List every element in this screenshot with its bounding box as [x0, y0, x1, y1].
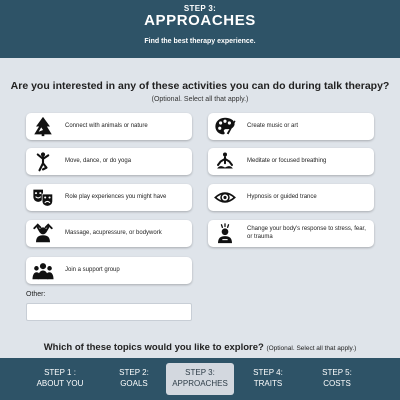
- activity-option-dance[interactable]: [26, 148, 192, 175]
- art-palette-icon: [214, 116, 236, 137]
- page-subtitle: Find the best therapy experience.: [144, 38, 256, 45]
- nav-step-title: APPROACHES: [172, 379, 228, 388]
- activity-label: Move, dance, or do yoga: [65, 157, 132, 164]
- theater-masks-icon: [32, 187, 54, 208]
- nav-step-number: STEP 3:: [185, 368, 215, 378]
- activity-label: Connect with animals or nature: [65, 122, 148, 129]
- activity-option-hypnosis[interactable]: [208, 184, 374, 211]
- activity-label: Role play experiences you might have: [65, 193, 167, 200]
- nav-step-number: STEP 2:: [119, 368, 149, 378]
- nature-icon: [32, 116, 54, 137]
- massage-icon: [32, 223, 54, 244]
- activity-option-stress-response[interactable]: [208, 220, 374, 247]
- nav-step-approaches[interactable]: [166, 363, 234, 395]
- dance-icon: [32, 151, 54, 172]
- activity-option-massage[interactable]: [26, 220, 192, 247]
- nav-step-title: TRAITS: [253, 379, 283, 388]
- nav-step-costs[interactable]: [306, 358, 368, 400]
- activity-label: Create music or art: [247, 122, 299, 129]
- eye-icon: [214, 187, 236, 208]
- nav-step-traits[interactable]: [237, 358, 299, 400]
- topics-question-note: (Optional. Select all that apply.): [266, 345, 357, 352]
- activity-option-nature[interactable]: [26, 113, 192, 140]
- activity-option-role-play[interactable]: [26, 184, 192, 211]
- activity-label: Massage, acupressure, or bodywork: [65, 229, 162, 236]
- nav-step-goals[interactable]: [104, 358, 164, 400]
- other-label: Other:: [26, 291, 46, 298]
- nav-step-title: COSTS: [323, 379, 351, 388]
- activity-option-art[interactable]: [208, 113, 374, 140]
- nav-step-number: STEP 4:: [253, 368, 283, 378]
- activity-option-support-group[interactable]: [26, 257, 192, 284]
- nav-step-title: GOALS: [120, 379, 148, 388]
- stress-response-icon: [214, 223, 236, 244]
- nav-step-number: STEP 1 :: [44, 368, 76, 378]
- step-label: STEP 3:: [183, 4, 217, 13]
- meditation-icon: [214, 151, 236, 172]
- activity-label: Join a support group: [65, 266, 120, 273]
- topics-question: [0, 342, 400, 353]
- topics-question-text: Which of these topics would you like to explore?: [43, 342, 264, 353]
- activity-option-meditation[interactable]: [208, 148, 374, 175]
- activity-label: Hypnosis or guided trance: [247, 193, 317, 200]
- page-title: APPROACHES: [144, 12, 256, 29]
- activities-question-note: (Optional. Select all that apply.): [151, 96, 249, 103]
- support-group-icon: [32, 260, 54, 281]
- nav-step-about-you[interactable]: [27, 358, 93, 400]
- activity-label: Change your body's response to stress, fear, or trauma: [247, 226, 366, 240]
- activity-label: Meditate or focused breathing: [247, 157, 327, 164]
- nav-step-number: STEP 5:: [322, 368, 352, 378]
- nav-step-title: ABOUT YOU: [36, 379, 84, 388]
- step-navigation: [0, 358, 400, 400]
- other-input[interactable]: [26, 303, 192, 321]
- page-header: [0, 0, 400, 58]
- activities-question: Are you interested in any of these activities you can do during talk therapy?: [10, 80, 390, 92]
